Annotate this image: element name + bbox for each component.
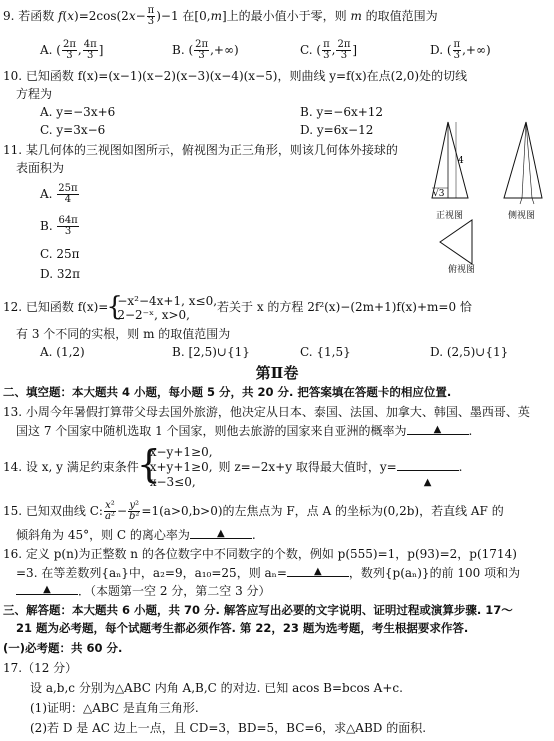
- q9-option-c: C. ( $\frac{\pi}{3}$ , $\frac{2\pi}{3}$ ]: [300, 39, 358, 61]
- solve-section-header-2: 21 题为必考题，每个试题考生都必须作答. 第 22，23 题为选考题，考生根据要求作答.: [16, 621, 469, 635]
- q14-answer-blank[interactable]: ▲: [397, 458, 459, 471]
- three-view-figure: [430, 118, 554, 278]
- q10-option-a: A. y=−3x+6: [40, 105, 116, 119]
- q11-option-a: A. $\frac{25\pi}{4}$: [40, 183, 78, 205]
- q10-option-b: B. y=−6x+12: [300, 105, 384, 119]
- q12-option-d: D. (2,5)∪{1}: [430, 345, 509, 359]
- q12-case2: 2−2⁻ˣ, x>0,: [117, 307, 190, 322]
- fill-section-header: 二、填空题：本大题共 4 小题，每小题 5 分，共 20 分. 把答案填在答题卡的相应位置.: [3, 385, 452, 399]
- side-view-label: 侧视图: [508, 211, 536, 221]
- q14-constraint-3: x−3≤0,: [149, 475, 196, 489]
- top-view-label: 俯视图: [448, 265, 476, 275]
- required-questions-label: (一)必考题：共 60 分.: [3, 641, 123, 655]
- q12-case1: −x²−4x+1, x≤0,: [117, 293, 218, 308]
- q14-constraint-2: x+y+1≥0,: [149, 460, 213, 474]
- base-label: √3: [433, 189, 445, 199]
- q10-line1: 10. 已知函数 f(x)=(x−1)(x−2)(x−3)(x−4)(x−5)，则曲线 y=f(x)在点(2,0)处的切线: [3, 69, 468, 83]
- q16-answer-blank-1[interactable]: ▲: [287, 564, 349, 577]
- q15-line2: 倾斜角为 45°，则 C 的离心率为 ▲ .: [16, 528, 256, 542]
- q13-line1: 13. 小周今年暑假打算带父母去国外旅游，他决定从日本、泰国、法国、加拿大、韩国、墨西哥、英: [3, 405, 530, 419]
- q17-line3: (2)若 D 是 AC 边上一点，且 CD=3，BD=5，BC=6，求△ABD 的面积.: [30, 721, 427, 735]
- q16-answer-blank-2[interactable]: ▲: [16, 582, 78, 595]
- q12-option-b: B. [2,5)∪{1}: [172, 345, 250, 359]
- q13-line2: 国这 7 个国家中随机选取 1 个国家，则他去旅游的国家来自亚洲的概率为 ▲ .: [16, 424, 473, 438]
- top-view: [440, 220, 472, 264]
- front-view-label: 正视图: [436, 211, 464, 221]
- q13-answer-blank[interactable]: ▲: [407, 422, 469, 435]
- q17-line2: (1)证明：△ABC 是直角三角形.: [30, 701, 199, 715]
- height-label: 4: [458, 156, 464, 166]
- q17-line1: 设 a,b,c 分别为△ABC 内角 A,B,C 的对边. 已知 acos B=bcos A+c.: [30, 681, 403, 695]
- q11-option-b: B. $\frac{64\pi}{3}$: [40, 215, 78, 237]
- q9-option-d: D. ( $\frac{\pi}{3}$ ,+∞): [430, 39, 491, 61]
- q12-stem: 12. 已知函数 f(x)= { −x²−4x+1, x≤0, 2−2⁻ˣ, x>0, 若关于 x 的方程 2f²(x)−(2m+1)f(x)+m=0 恰: [3, 291, 472, 322]
- q11-option-c: C. 25π: [40, 247, 80, 261]
- q9-option-b: B. ( $\frac{2\pi}{3}$ ,+∞): [172, 39, 239, 61]
- q17-title: 17.（12 分）: [3, 661, 78, 675]
- q16-line1: 16. 定义 p(n)为正整数 n 的各位数字中不同数字的个数，例如 p(555)=1，p(93)=2，p(1714): [3, 547, 517, 561]
- q14-stem: 14. 设 x, y 满足约束条件 { x−y+1≥0, x+y+1≥0, x−3≤0, 则 z=−2x+y 取得最大值时，y= ▲ .: [3, 442, 463, 489]
- solve-section-header-1: 三、解答题：本大题共 6 小题，共 70 分. 解答应写出必要的文字说明、证明过程或演算步骤. 17～: [3, 603, 513, 617]
- q15-answer-blank[interactable]: ▲: [190, 526, 252, 539]
- q11-option-d: D. 32π: [40, 267, 80, 281]
- q16-line2: =3. 在等差数列{aₙ}中，a₂=9，a₁₀=25，则 aₙ= ▲ ，数列{p(aₙ)}的前 100 项和为: [16, 566, 521, 580]
- q15-line1: 15. 已知双曲线 C: $\frac{\text{x²}}{\text{a²}}$ − $\frac{\text{y²}}{\text{b²}}$ =1(a>0,b>0)的左焦点为 F，点 A 的坐标为(0,2b)，若直线 AF 的: [3, 500, 504, 522]
- q10-line2: 方程为: [16, 87, 53, 101]
- q12-option-a: A. (1,2): [40, 345, 85, 359]
- part2-title: 第Ⅱ卷: [255, 364, 299, 382]
- q10-option-c: C. y=3x−6: [40, 123, 106, 137]
- q10-option-d: D. y=6x−12: [300, 123, 374, 137]
- front-view: [432, 122, 468, 199]
- q9-stem: 9. 若函数 f(x)=2cos(2x− $\frac{\pi}{3}$ )−1 在[0,m]上的最小值小于零，则 m 的取值范围为: [3, 5, 438, 27]
- q12-option-c: C. {1,5}: [300, 345, 351, 359]
- q11-line2: 表面积为: [16, 161, 65, 175]
- q12-line2: 有 3 个不同的实根，则 m 的取值范围为: [16, 327, 231, 341]
- q9-option-a: A. ( $\frac{2\pi}{3}$ , $\frac{4\pi}{3}$ ]: [40, 39, 104, 61]
- q11-line1: 11. 某几何体的三视图如图所示，俯视图为正三角形，则该几何体外接球的: [3, 143, 398, 157]
- side-view: [504, 122, 542, 204]
- q16-line3: ▲ ．（本题第一空 2 分，第二空 3 分）: [16, 582, 271, 599]
- q14-constraint-1: x−y+1≥0,: [149, 445, 213, 459]
